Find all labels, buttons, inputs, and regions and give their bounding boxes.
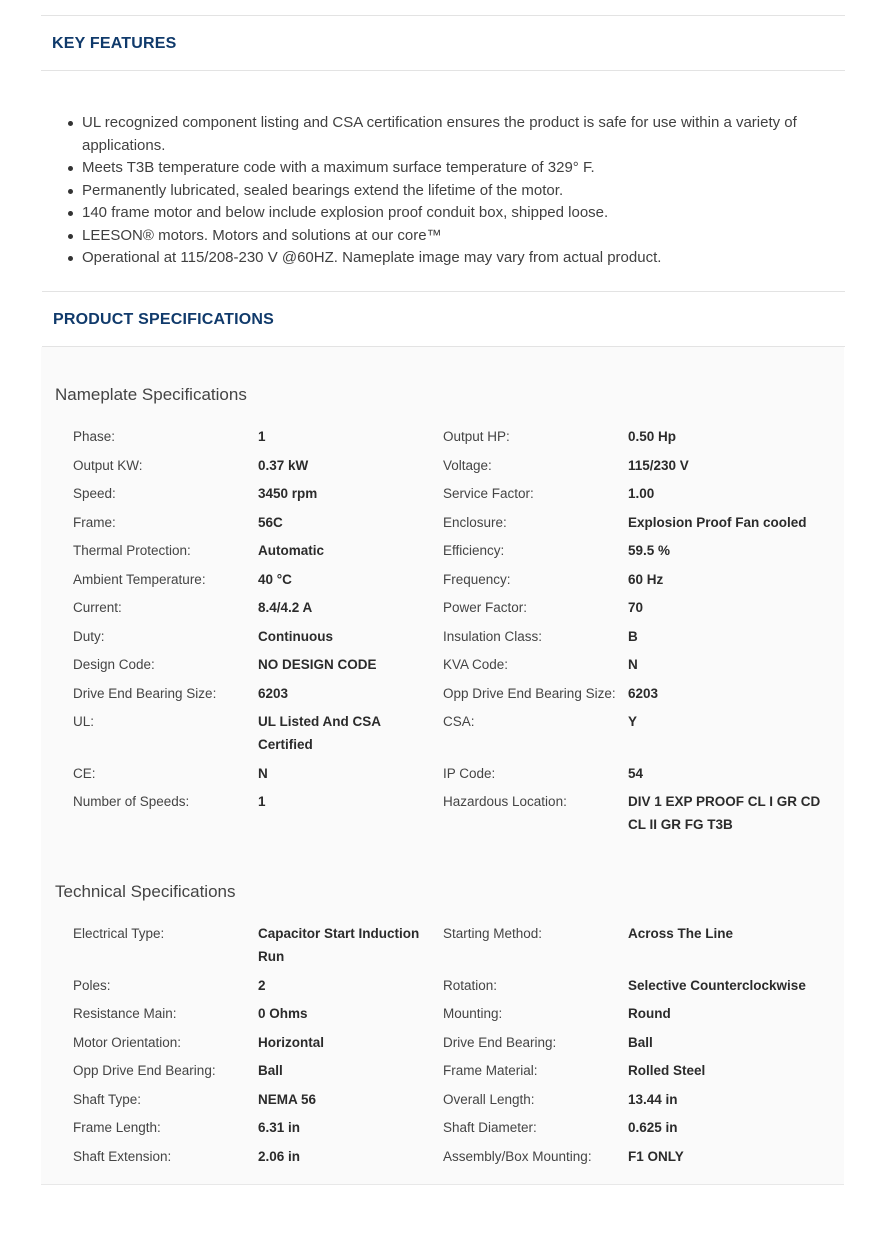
spec-label: Overall Length: xyxy=(443,1091,535,1107)
spec-label: Assembly/Box Mounting: xyxy=(443,1148,592,1164)
spec-value: 54 xyxy=(628,765,644,781)
key-features-header xyxy=(41,15,845,71)
spec-value: Selective Counterclockwise xyxy=(628,977,806,993)
feature-item: Meets T3B temperature code with a maximum surface temperature of 329° F. xyxy=(66,157,836,180)
spec-value: Y xyxy=(628,714,638,729)
spec-label: UL: xyxy=(73,714,95,729)
spec-label: Shaft Type: xyxy=(73,1091,142,1107)
feature-item: UL recognized component listing and CSA certification ensures the product is safe for use within a variety of applications. xyxy=(66,112,836,157)
spec-label: Current: xyxy=(73,600,122,615)
spec-value: 1 xyxy=(258,429,266,444)
spec-label: IP Code: xyxy=(443,765,496,781)
specifications-panel xyxy=(41,347,844,1185)
spec-value: 6203 xyxy=(258,685,289,701)
spec-value: 8.4/4.2 A xyxy=(258,600,313,615)
nameplate-specifications-table xyxy=(73,425,833,842)
spec-label: Starting Method: xyxy=(443,926,543,941)
spec-value: Capacitor Start Induction Run xyxy=(258,926,420,964)
spec-label: KVA Code: xyxy=(443,657,509,672)
spec-label: Voltage: xyxy=(443,457,492,473)
feature-item: Operational at 115/208-230 V @60HZ. Nameplate image may vary from actual product. xyxy=(66,247,836,270)
spec-label: Insulation Class: xyxy=(443,628,543,644)
spec-label: Shaft Diameter: xyxy=(443,1120,537,1135)
spec-value: 59.5 % xyxy=(628,543,671,558)
spec-label: Phase: xyxy=(73,429,116,444)
spec-value: 0.50 Hp xyxy=(628,429,677,444)
spec-value: N xyxy=(628,657,638,672)
spec-value: F1 ONLY xyxy=(628,1148,684,1164)
feature-item: 140 frame motor and below include explosion proof conduit box, shipped loose. xyxy=(66,202,836,225)
feature-item: LEESON® motors. Motors and solutions at our core™ xyxy=(66,225,836,248)
spec-value: 1 xyxy=(258,794,266,809)
spec-value: Across The Line xyxy=(628,926,734,941)
spec-label: Power Factor: xyxy=(443,600,528,615)
spec-label: Output KW: xyxy=(73,457,143,473)
spec-label: Frequency: xyxy=(443,571,511,587)
spec-value: Horizontal xyxy=(258,1034,324,1050)
spec-value: N xyxy=(258,765,268,781)
spec-label: Poles: xyxy=(73,977,111,993)
spec-value: UL Listed And CSA Certified xyxy=(258,714,381,752)
spec-label: CE: xyxy=(73,765,96,781)
spec-value: 6203 xyxy=(628,685,659,701)
spec-value: 0.37 kW xyxy=(258,457,309,473)
spec-label: Frame Material: xyxy=(443,1063,538,1078)
spec-label: Number of Speeds: xyxy=(73,794,190,809)
spec-value: Ball xyxy=(628,1034,653,1050)
spec-value: 115/230 V xyxy=(628,457,689,473)
spec-label: Drive End Bearing: xyxy=(443,1034,557,1050)
spec-value: NEMA 56 xyxy=(258,1091,317,1107)
spec-label: Enclosure: xyxy=(443,514,507,530)
spec-label: Efficiency: xyxy=(443,543,505,558)
product-specifications-title: PRODUCT SPECIFICATIONS xyxy=(53,311,275,328)
spec-label: Hazardous Location: xyxy=(443,794,567,809)
spec-label: Shaft Extension: xyxy=(73,1148,172,1164)
spec-label: Motor Orientation: xyxy=(73,1034,182,1050)
spec-value: 2 xyxy=(258,977,266,993)
spec-value: Automatic xyxy=(258,543,325,558)
spec-label: Electrical Type: xyxy=(73,926,165,941)
spec-label: Resistance Main: xyxy=(73,1006,177,1021)
spec-label: Duty: xyxy=(73,628,105,644)
spec-label: Output HP: xyxy=(443,429,510,444)
spec-value: 0 Ohms xyxy=(258,1006,308,1021)
spec-value: 6.31 in xyxy=(258,1120,301,1135)
spec-value: 2.06 in xyxy=(258,1148,301,1164)
technical-specifications-table xyxy=(73,922,833,1173)
spec-label: Opp Drive End Bearing: xyxy=(73,1063,216,1078)
spec-value: 56C xyxy=(258,514,283,530)
spec-label: Rotation: xyxy=(443,977,498,993)
spec-value: Round xyxy=(628,1006,671,1021)
spec-value: B xyxy=(628,628,638,644)
spec-label: Frame: xyxy=(73,514,116,530)
spec-value: 40 °C xyxy=(258,571,292,587)
spec-label: Design Code: xyxy=(73,657,155,672)
spec-value: NO DESIGN CODE xyxy=(258,657,377,672)
spec-label: Service Factor: xyxy=(443,486,534,501)
spec-label: Speed: xyxy=(73,486,116,501)
product-specifications-header xyxy=(42,291,845,347)
spec-value: Explosion Proof Fan cooled xyxy=(628,514,807,530)
spec-label: Frame Length: xyxy=(73,1120,161,1135)
spec-label: Thermal Protection: xyxy=(73,543,191,558)
spec-label: Opp Drive End Bearing Size: xyxy=(443,685,616,701)
spec-value: 1.00 xyxy=(628,486,655,501)
spec-label: CSA: xyxy=(443,714,475,729)
nameplate-specifications-title: Nameplate Specifications xyxy=(55,385,247,404)
spec-value: 13.44 in xyxy=(628,1091,678,1107)
spec-value: Ball xyxy=(258,1063,283,1078)
spec-value: Rolled Steel xyxy=(628,1063,706,1078)
spec-label: Drive End Bearing Size: xyxy=(73,685,217,701)
spec-label: Mounting: xyxy=(443,1006,503,1021)
spec-value: 60 Hz xyxy=(628,571,664,587)
key-features-title: KEY FEATURES xyxy=(52,35,177,52)
key-features-list xyxy=(66,112,836,270)
feature-item: Permanently lubricated, sealed bearings extend the lifetime of the motor. xyxy=(66,180,836,203)
technical-specifications-title: Technical Specifications xyxy=(55,882,236,901)
spec-value: Continuous xyxy=(258,628,333,644)
spec-label: Ambient Temperature: xyxy=(73,571,206,587)
spec-value: DIV 1 EXP PROOF CL I GR CD CL II GR FG T3B xyxy=(628,794,821,832)
spec-value: 0.625 in xyxy=(628,1120,678,1135)
spec-value: 3450 rpm xyxy=(258,486,318,501)
spec-value: 70 xyxy=(628,600,644,615)
